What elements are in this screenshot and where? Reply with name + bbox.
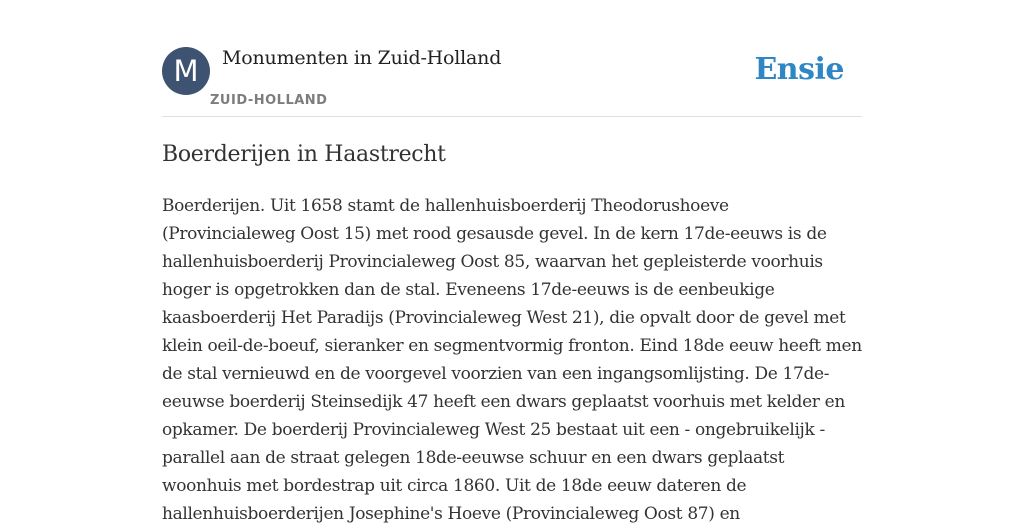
- source-header: [162, 46, 862, 117]
- source-avatar[interactable]: M: [162, 47, 210, 95]
- article-title: Boerderijen in Haastrecht: [162, 142, 446, 167]
- source-title-link[interactable]: Monumenten in Zuid-Holland: [222, 47, 502, 69]
- source-category-link[interactable]: ZUID-HOLLAND: [210, 93, 328, 108]
- brand-logo[interactable]: Ensie: [754, 52, 844, 87]
- article-body: Boerderijen. Uit 1658 stamt de hallenhuisboerderij Theodorushoeve (Provincialeweg Oost 15) met rood gesausde gevel. In de kern 17de-eeuws is de hallenhuisboerderij Provincialeweg Oost 85, waarvan het gepleisterde voorhuis hoger is opgetrokken dan de stal. Eveneens 17de-eeuws is de eenbeukige kaasboerderij Het Paradijs (Provincialeweg West 21), die opvalt door de gevel met klein oeil-de-boeuf, sieranker en segmentvormig fronton. Eind 18de eeuw heeft men de stal vernieuwd en de voorgevel voorzien van een ingangsomlijsting. De 17de-eeuwse boerderij Steinsedijk 47 heeft een dwars geplaatst voorhuis met kelder en opkamer. De boerderij Provincialeweg West 25 bestaat uit een - ongebruikelijk - parallel aan de straat gelegen 18de-eeuwse schuur en een dwars geplaatst woonhuis met bordestrap uit circa 1860. Uit de 18de eeuw dateren de hallenhuisboerderijen Josephine's Hoeve (Provincialeweg Oost 87) en: [162, 196, 862, 524]
